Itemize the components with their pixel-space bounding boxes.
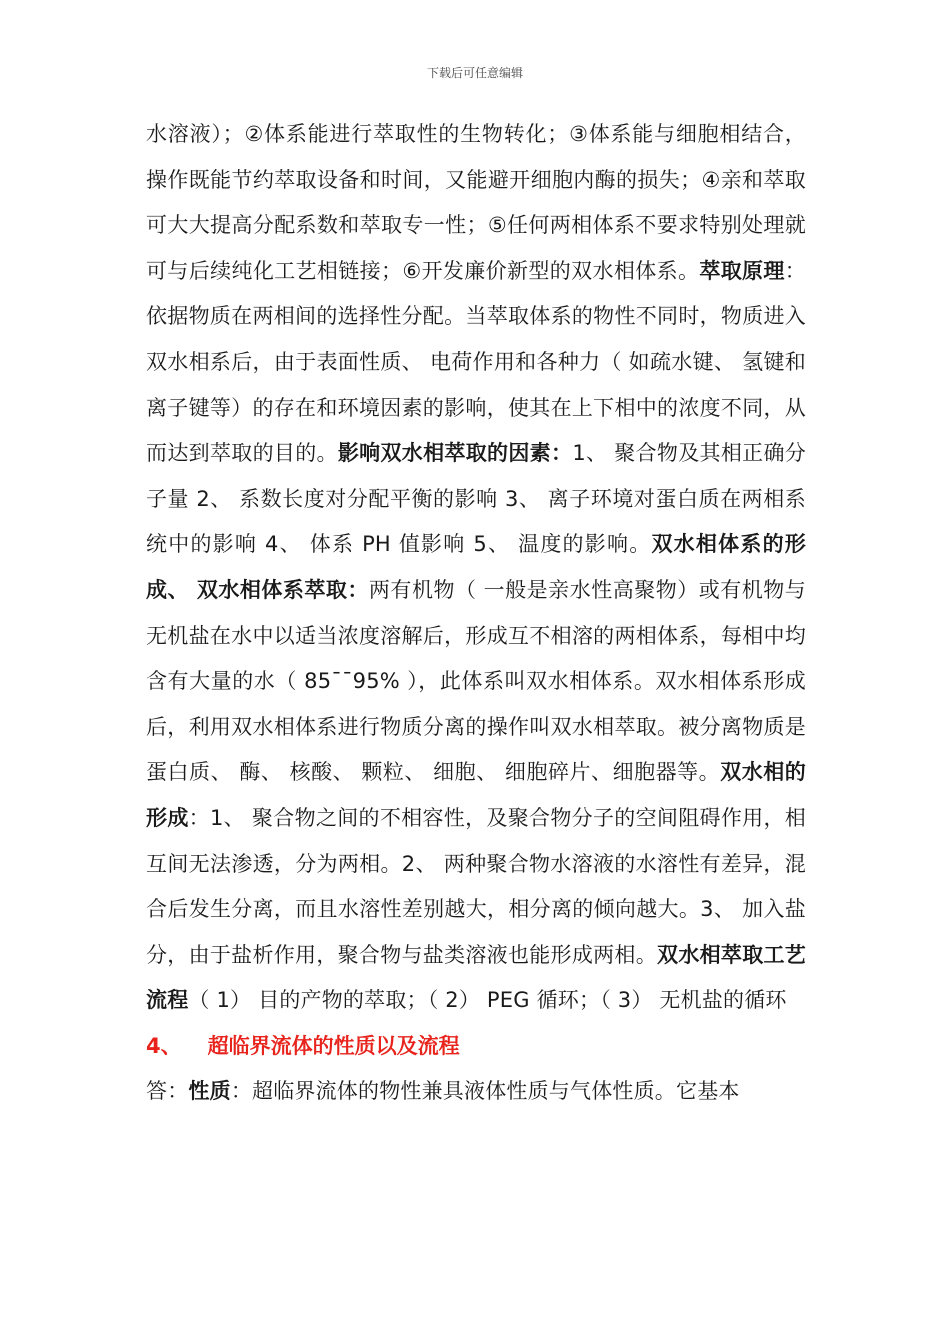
term-system-formation: 双水相体系的形成、 双水相体系萃取： <box>146 532 806 602</box>
term-phase-formation: 双水相的形成 <box>146 760 807 830</box>
paragraph-aqueous-two-phase <box>146 112 806 1024</box>
term-properties: 性质 <box>188 1079 231 1104</box>
page-header: 下载后可任意编辑 <box>426 66 523 80</box>
text-factors: 1、 聚合物及其相正确分子量 2、 系数长度对分配平衡的影响 3、 离子环境对蛋白质在两相系统中的影响 4、 体系 PH 值影响 5、 温度的影响。 <box>146 441 807 557</box>
section-heading-4 <box>146 1024 806 1070</box>
text-phase-formation: ：1、 聚合物之间的不相容性，及聚合物分子的空间阻碍作用，相互间无法渗透，分为两相。2、 两种聚合物水溶液的水溶性有差异，混合后发生分离，而且水溶性差别越大，相分离的倾向越大。3、 加入盐分，由于盐析作用，聚合物与盐类溶液也能形成两相。 <box>146 805 806 967</box>
term-process-flow: 双水相萃取工艺流程 <box>146 942 806 1013</box>
answer-label: 答： <box>146 1079 189 1104</box>
text-system-formation: 两有机物（ 一般是亲水性高聚物）或有机物与无机盐在水中以适当浓度溶解后，形成互不相溶的两相体系，每相中均含有大量的水（ 85¯¯95% ），此体系叫双水相体系。双水相体系形成后，利用双水相体系进行物质分离的操作叫双水相萃取。被分离物质是蛋白质、 酶、 核酸、 颗粒、 细胞、 细胞碎片、细胞器等。 <box>146 577 806 785</box>
text-process-flow: （ 1） 目的产物的萃取；（ 2） PEG 循环；（ 3） 无机盐的循环 <box>188 988 787 1013</box>
heading-title: 超临界流体的性质以及流程 <box>207 1033 460 1058</box>
text-principle: ：依据物质在两相间的选择性分配。当萃取体系的物性不同时，物质进入双水相系后，由于表面性质、 电荷作用和各种力（ 如疏水键、 氢键和离子键等）的存在和环境因素的影响，使其在上下相中的浓度不同，从而达到萃取的目的。 <box>146 258 806 466</box>
paragraph-supercritical <box>146 1069 806 1115</box>
term-extraction-principle: 萃取原理 <box>699 258 785 283</box>
text-properties: ：超临界流体的物性兼具液体性质与气体性质。它基本 <box>230 1079 740 1104</box>
heading-number: 4、 <box>146 1033 182 1058</box>
term-influencing-factors: 影响双水相萃取的因素： <box>337 441 573 466</box>
text-advantages: 水溶液）；②体系能进行萃取性的生物转化；③体系能与细胞相结合，操作既能节约萃取设备和时间，又能避开细胞内酶的损失；④亲和萃取可大大提高分配系数和萃取专一性；⑤任何两相体系不要求特别处理就可与后续纯化工艺相链接；⑥开发廉价新型的双水相体系。 <box>146 122 806 283</box>
document-body <box>146 112 806 1115</box>
